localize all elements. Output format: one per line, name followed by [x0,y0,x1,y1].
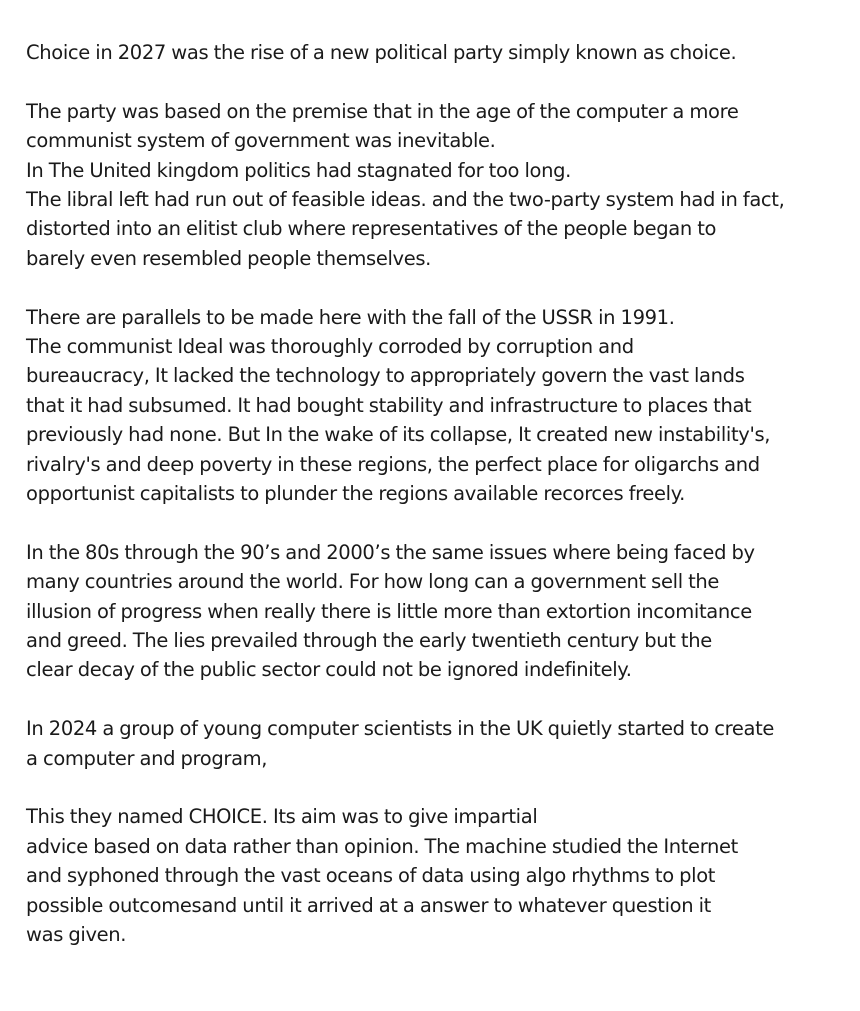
paragraph-3 [26,303,856,509]
paragraph-1 [26,38,856,67]
text-line: clear decay of the public sector could not be ignored indefinitely. [26,658,632,682]
text-line: opportunist capitalists to plunder the regions available recorces freely. [26,482,685,506]
text-line: rivalry's and deep poverty in these regions, the perfect place for oligarchs and [26,452,760,476]
text-line: In 2024 a group of young computer scientists in the UK quietly started to create [26,717,775,741]
text-line: The party was based on the premise that in the age of the computer a more [26,99,739,123]
text-line: was given. [26,923,127,947]
paragraph-2 [26,97,856,273]
text-line: This they named CHOICE. Its aim was to give impartial [26,805,538,829]
text-line: The libral left had run out of feasible ideas. and the two-party system had in fact, [26,188,785,212]
text-line: distorted into an elitist club where representatives of the people began to [26,217,717,241]
text-line: that it had subsumed. It had bought stability and infrastructure to places that [26,393,752,417]
text-line: and greed. The lies prevailed through the early twentieth century but the [26,629,712,653]
text-line: bureaucracy, It lacked the technology to appropriately govern the vast lands [26,364,745,388]
text-line: In the 80s through the 90’s and 2000’s the same issues where being faced by [26,540,755,564]
text-line: In The United kingdom politics had stagnated for too long. [26,158,572,182]
text-line: a computer and program, [26,746,268,770]
text-line: and syphoned through the vast oceans of data using algo rhythms to plot [26,864,716,888]
text-line: There are parallels to be made here with the fall of the USSR in 1991. [26,305,675,329]
paragraph-4 [26,538,856,685]
text-line: barely even resembled people themselves. [26,246,432,270]
document-body [26,38,856,979]
text-line: advice based on data rather than opinion. The machine studied the Internet [26,834,738,858]
text-line: communist system of government was inevitable. [26,129,496,153]
text-line: previously had none. But In the wake of its collapse, It created new instability's, [26,423,771,447]
text-line: possible outcomesand until it arrived at a answer to whatever question it [26,893,711,917]
paragraph-5 [26,714,856,773]
text-line: illusion of progress when really there is little more than extortion incomitance [26,599,752,623]
text-line: Choice in 2027 was the rise of a new political party simply known as choice. [26,41,737,64]
paragraph-6 [26,802,856,949]
text-line: The communist Ideal was thoroughly corroded by corruption and [26,335,634,359]
text-line: many countries around the world. For how long can a government sell the [26,570,720,594]
